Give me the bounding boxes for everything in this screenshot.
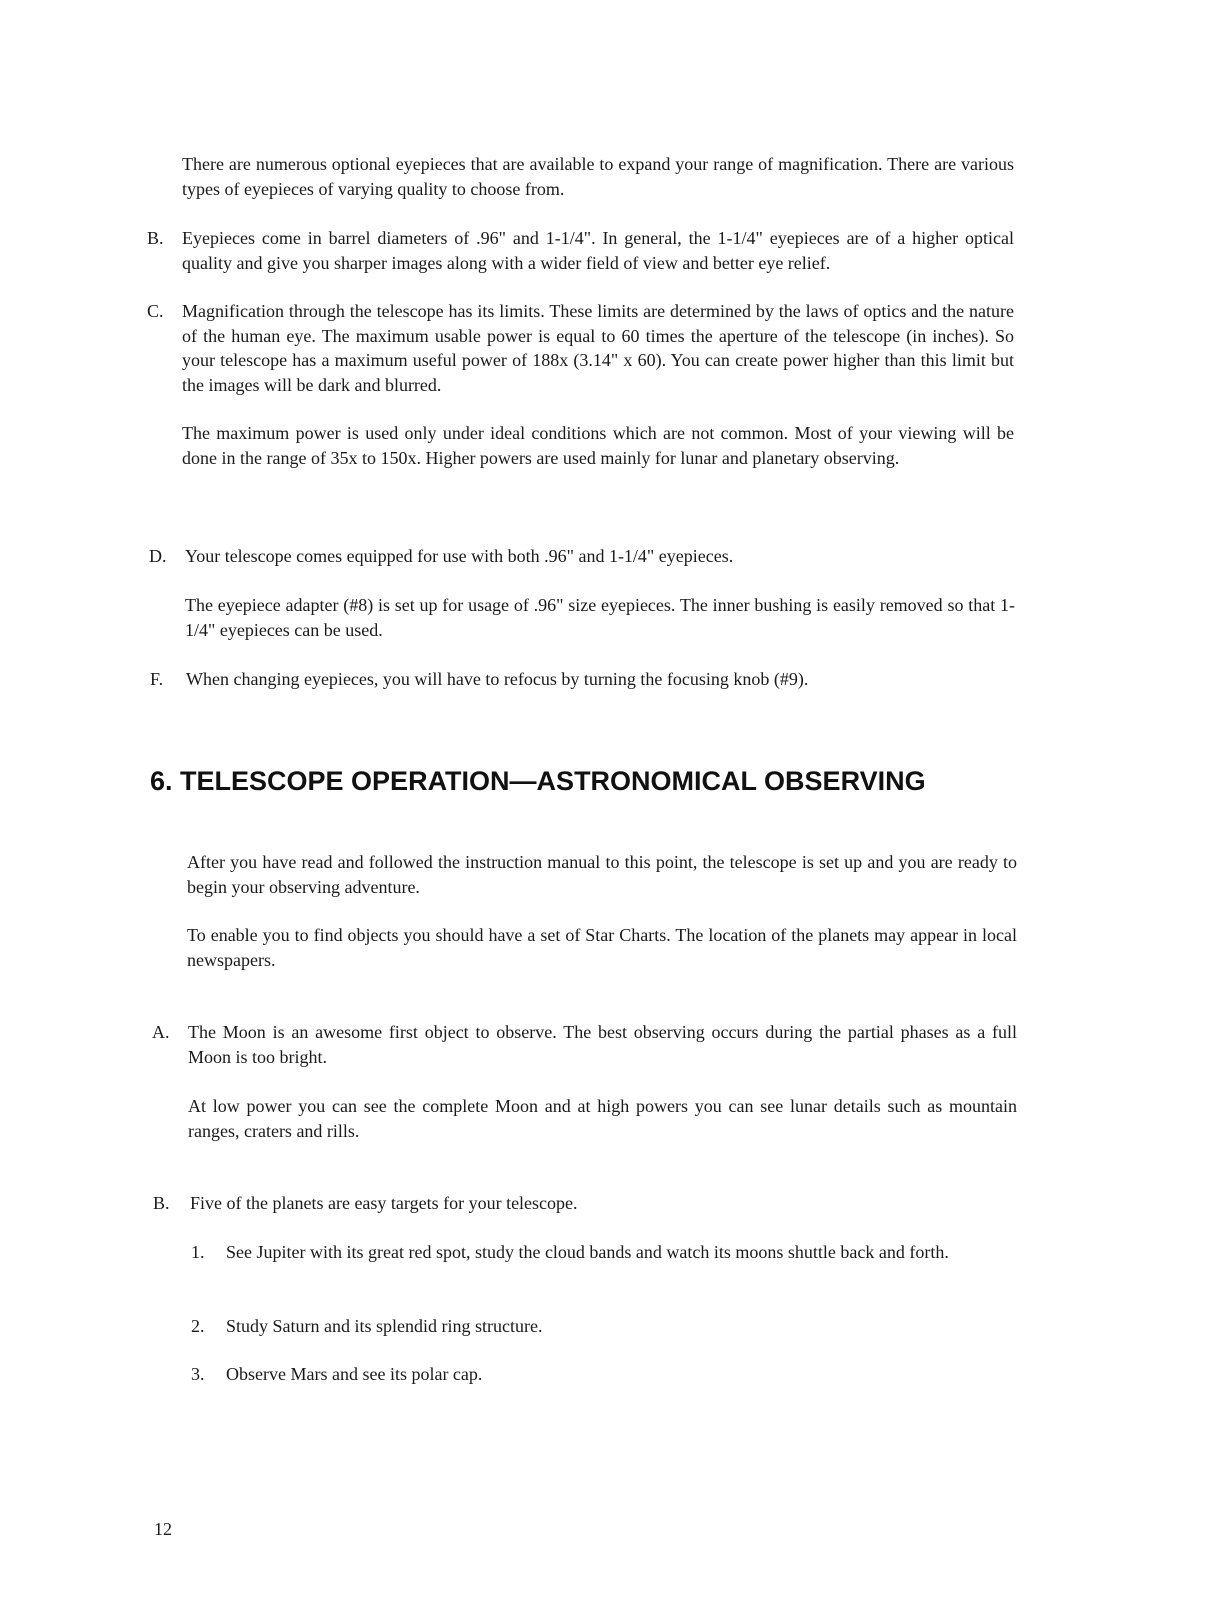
- item-f-label: F.: [150, 669, 164, 689]
- item-d-subparagraph: The eyepiece adapter (#8) is set up for usage of .96" size eyepieces. The inner bushing is easily removed so that 1-1/4" eyepieces can be used.: [185, 595, 1015, 640]
- item-d-paragraph: Your telescope comes equipped for use with both .96" and 1-1/4" eyepieces.: [185, 546, 734, 566]
- item-b-paragraph: Eyepieces come in barrel diameters of .96" and 1-1/4". In general, the 1-1/4" eyepieces are of a higher optical quality and give you sharper images along with a wider field of view and better eye relief.: [182, 228, 1014, 273]
- item-b-label: B.: [147, 228, 164, 248]
- intro-paragraph: There are numerous optional eyepieces that are available to expand your range of magnification. There are various types of eyepieces of varying quality to choose from.: [182, 154, 1014, 199]
- item-c-paragraph: Magnification through the telescope has its limits. These limits are determined by the laws of optics and the nature of the human eye. The maximum usable power is equal to 60 times the aperture of the telescope (in inches). So your telescope has a maximum useful power of 188x (3.14" x 60). You can create power higher than this limit but the images will be dark and blurred.: [182, 301, 1014, 395]
- item-a-label: A.: [152, 1022, 170, 1042]
- planet-list-number: 2.: [191, 1316, 205, 1336]
- planet-list-item: Study Saturn and its splendid ring structure.: [226, 1316, 543, 1336]
- planet-list-item: Observe Mars and see its polar cap.: [226, 1364, 483, 1384]
- item-c-label: C.: [147, 301, 164, 321]
- page-number: 12: [154, 1519, 172, 1539]
- operation-paragraph-1: After you have read and followed the instruction manual to this point, the telescope is set up and you are ready to begin your observing adventure.: [187, 852, 1017, 897]
- item-b2-paragraph: Five of the planets are easy targets for your telescope.: [190, 1193, 578, 1213]
- planet-list-number: 3.: [191, 1364, 205, 1384]
- item-f-paragraph: When changing eyepieces, you will have to refocus by turning the focusing knob (#9).: [186, 669, 809, 689]
- planet-list-item: See Jupiter with its great red spot, study the cloud bands and watch its moons shuttle back and forth.: [226, 1242, 949, 1262]
- item-c-subparagraph: The maximum power is used only under ideal conditions which are not common. Most of your viewing will be done in the range of 35x to 150x. Higher powers are used mainly for lunar and planetary observing.: [182, 423, 1014, 468]
- planet-list-number: 1.: [191, 1242, 205, 1262]
- item-a-paragraph: The Moon is an awesome first object to observe. The best observing occurs during the partial phases as a full Moon is too bright.: [188, 1022, 1017, 1067]
- section-heading: 6. TELESCOPE OPERATION—ASTRONOMICAL OBSERVING: [150, 766, 926, 796]
- operation-paragraph-2: To enable you to find objects you should have a set of Star Charts. The location of the planets may appear in local newspapers.: [187, 925, 1017, 970]
- item-b2-label: B.: [153, 1193, 170, 1213]
- item-a-subparagraph: At low power you can see the complete Moon and at high powers you can see lunar details such as mountain ranges, craters and rills.: [188, 1096, 1017, 1141]
- item-d-label: D.: [149, 546, 167, 566]
